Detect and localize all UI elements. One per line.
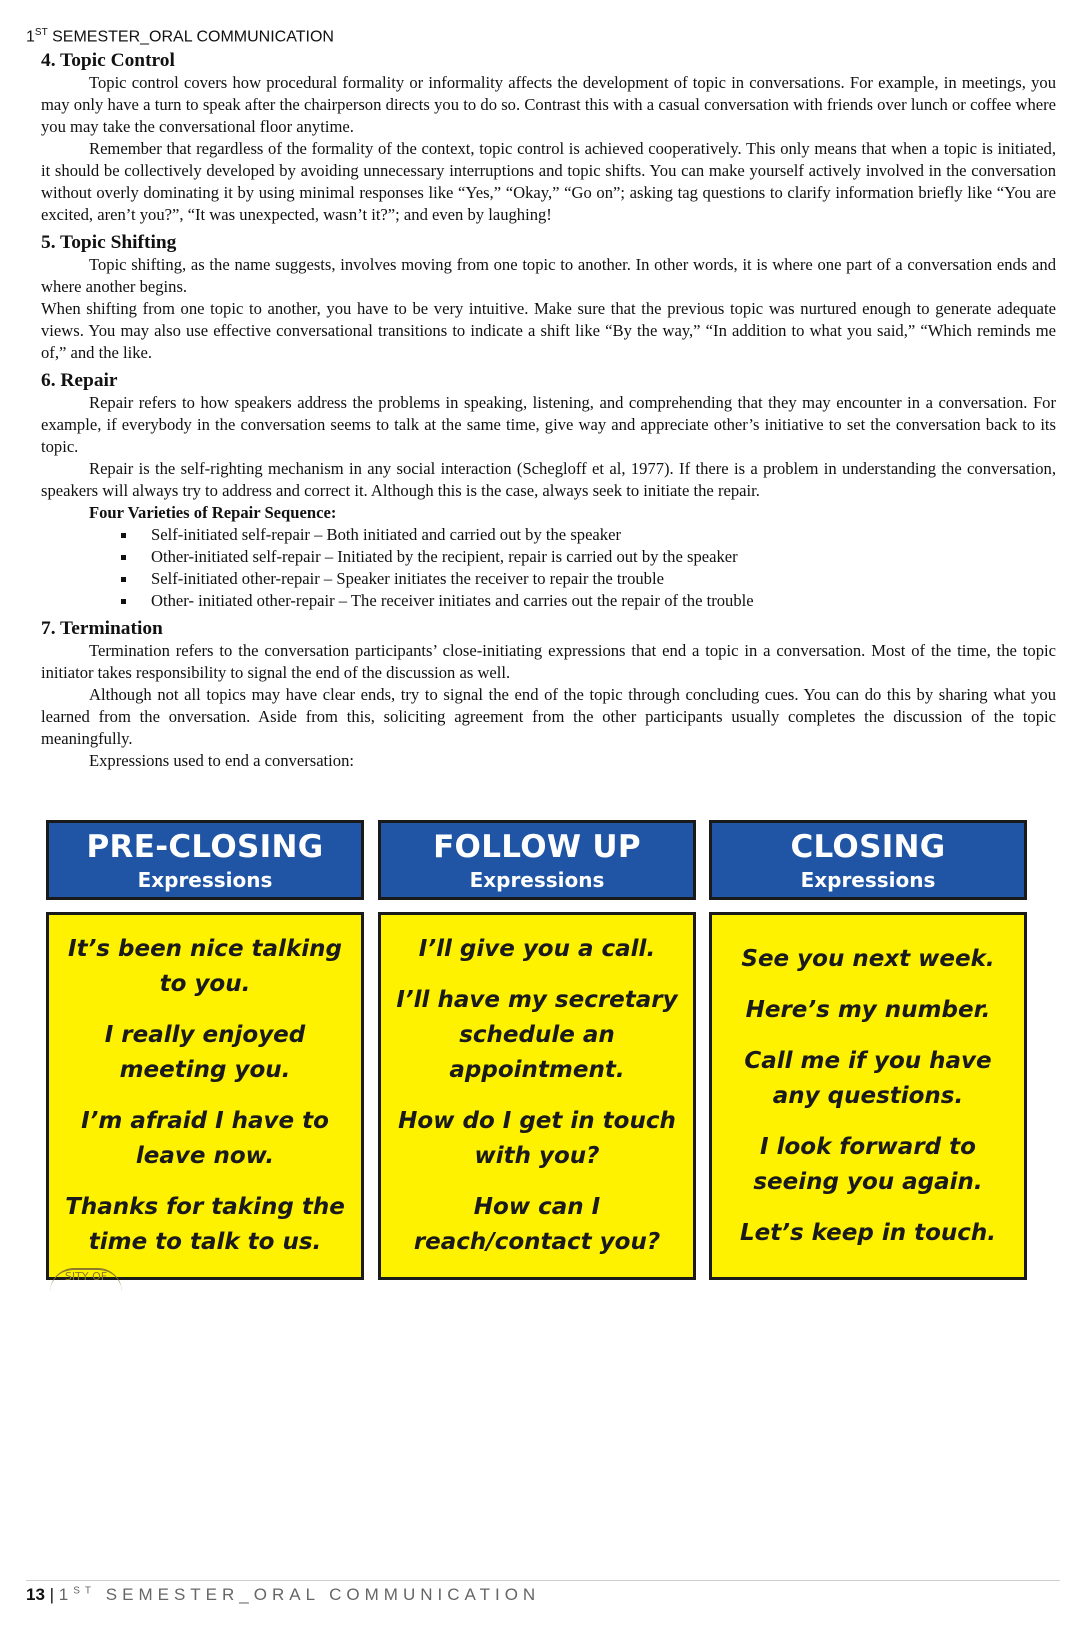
footer-prefix: 1 (58, 1585, 74, 1604)
expression: I’ll give you a call. (418, 936, 656, 962)
list-item: Self-initiated self-repair – Both initiated and carried out by the speaker (121, 524, 1056, 546)
section-title-repair: 6. Repair (41, 370, 118, 391)
topic-control-paragraph-1: Topic control covers how procedural formality or informality affects the development of topic in conversations. For example, in meetings, you may only have a turn to speak after the chairperson directs you to do so. Contrast this with a casual conversation with friends over lunch or coffee where you may take the conversational floor anytime. (41, 73, 1056, 136)
repair-paragraph-1: Repair refers to how speakers address the problems in speaking, listening, and comprehending that they may encounter in a conversation. For example, if everybody in the conversation seems to talk at the same time, give way and appreciate other’s initiative to set the conversation back to its topic. (41, 393, 1056, 456)
card-subtitle: Expressions (469, 868, 605, 892)
repair-varieties-title: Four Varieties of Repair Sequence: (89, 503, 337, 522)
list-item: Other- initiated other-repair – The receiver initiates and carries out the repair of the trouble (121, 590, 1056, 612)
university-seal: SITY OF (50, 1268, 122, 1292)
card-body (709, 912, 1027, 1280)
closing-expressions-infographic (46, 820, 1026, 1283)
card-subtitle: Expressions (137, 868, 273, 892)
expression: How do I get in touch with you? (398, 1108, 676, 1169)
repair-paragraph-2: Repair is the self-righting mechanism in any social interaction (Schegloff et al, 1977). If there is a problem in understanding the conversation, speakers will always try to address and correct it. Although this is the case, always seek to initiate the repair. (41, 459, 1056, 500)
card-closing (709, 820, 1027, 1246)
topic-shifting-paragraph-1: Topic shifting, as the name suggests, involves moving from one topic to another. In other words, it is where one part of a conversation ends and where another begins. (41, 255, 1056, 296)
expression: I really enjoyed meeting you. (104, 1022, 306, 1083)
footer-divider (26, 1580, 1060, 1581)
expression: See you next week. (741, 945, 995, 972)
footer-separator: | (44, 1585, 59, 1604)
expression: How can I reach/contact you? (413, 1194, 661, 1255)
card-subtitle: Expressions (800, 868, 936, 892)
card-header (378, 820, 696, 900)
expression: Here’s my number. (745, 996, 991, 1023)
expression: It’s been nice talking to you. (68, 936, 342, 997)
topic-control-paragraph-2: Remember that regardless of the formality of the context, topic control is achieved cooperatively. This only means that when a topic is initiated, it should be collectively developed by avoiding unnecessary interruptions and topic shifts. You can make yourself actively involved in the conversation without overly dominating it by using minimal responses like “Yes,” “Okay,” “Go on”; asking tag questions to clarify information briefly like “You are excited, aren’t you?”, “It was unexpected, wasn’t it?”; and even by laughing! (41, 139, 1056, 224)
repair-varieties-list (41, 524, 1056, 612)
expression: I look forward to seeing you again. (753, 1133, 983, 1195)
topic-shifting-paragraph-2: When shifting from one topic to another, you have to be very intuitive. Make sure that the previous topic was nurtured enough to generate adequate views. You may also use effective conversational transitions to indicate a shift like “By the way,” “In addition to what you said,” “Which reminds me of,” and the like. (41, 299, 1056, 362)
expression: Let’s keep in touch. (739, 1219, 996, 1246)
card-body (378, 912, 696, 1280)
page-footer (26, 1585, 540, 1605)
termination-paragraph-1: Termination refers to the conversation participants’ close-initiating expressions that end a topic in a conversation. Most of the time, the topic initiator takes responsibility to signal the end of the discussion as well. (41, 641, 1056, 682)
expression: I’ll have my secretary schedule an appointment. (396, 987, 678, 1083)
card-title: PRE-CLOSING (86, 829, 324, 865)
page-header (26, 27, 334, 46)
list-item: Other-initiated self-repair – Initiated by the recipient, repair is carried out by the speaker (121, 546, 1056, 568)
card-title: CLOSING (790, 829, 946, 865)
termination-paragraph-3: Expressions used to end a conversation: (89, 751, 354, 770)
card-title: FOLLOW UP (433, 829, 641, 865)
section-title-topic-shifting: 5. Topic Shifting (41, 232, 177, 253)
document-body (41, 50, 1056, 772)
card-follow-up (378, 820, 696, 1255)
list-item: Self-initiated other-repair – Speaker initiates the receiver to repair the trouble (121, 568, 1056, 590)
section-title-termination: 7. Termination (41, 618, 163, 639)
card-header (709, 820, 1027, 900)
header-title: SEMESTER_ORAL COMMUNICATION (47, 28, 334, 46)
header-prefix: 1 (26, 28, 35, 46)
header-sup: ST (34, 27, 48, 38)
card-header (46, 820, 364, 900)
footer-title: SEMESTER_ORAL COMMUNICATION (96, 1585, 541, 1604)
expression: Call me if you have any questions. (744, 1047, 992, 1109)
termination-paragraph-2: Although not all topics may have clear ends, try to signal the end of the topic through concluding cues. You can do this by sharing what you learned from the onversation. Aside from this, soliciting agreement from the other participants usually completes the discussion of the topic meaningfully. (41, 685, 1056, 748)
expression: Thanks for taking the time to talk to us. (65, 1194, 345, 1255)
expression: I’m afraid I have to leave now. (81, 1108, 329, 1169)
section-title-topic-control: 4. Topic Control (41, 50, 175, 71)
card-body (46, 912, 364, 1280)
card-pre-closing (46, 820, 364, 1283)
footer-sup: ST (73, 1585, 97, 1597)
page-number: 13 (26, 1585, 45, 1604)
